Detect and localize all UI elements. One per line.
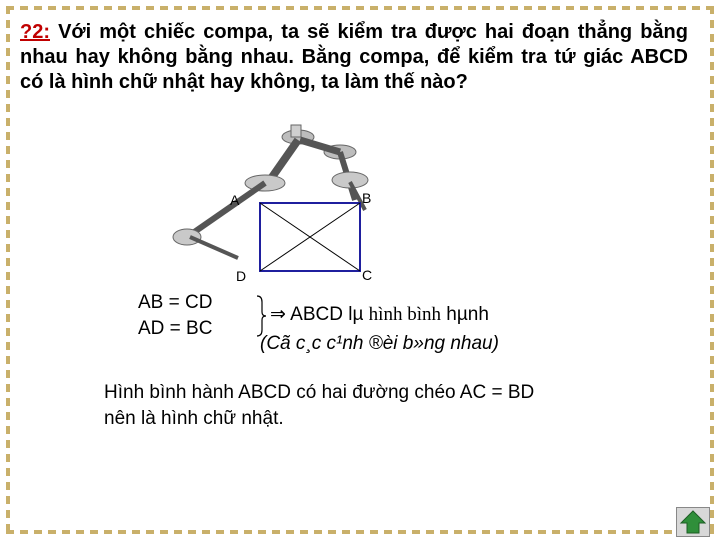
conclusion-part-a: ABCD lµ — [290, 304, 369, 325]
compass-diagram — [150, 120, 450, 290]
conclusion-line — [270, 303, 489, 326]
vertex-label-c: C — [362, 267, 373, 283]
answer-line-1: Hình bình hành ABCD có hai đường chéo AC = BD — [104, 382, 535, 403]
conclusion-part-c: hµnh — [440, 304, 489, 325]
vertex-label-b: B — [362, 190, 372, 206]
conclusion-note: (Cã c¸c c¹nh ®èi b»ng nhau) — [260, 333, 499, 354]
compass-figure — [150, 120, 450, 290]
question-body: Với một chiếc compa, ta sẽ kiểm tra được hai đoạn thẳng bằng nhau hay không bằng nhau. Bằng compa, để kiểm tra tứ giác ABCD có là hình chữ nhật hay không, ta làm thế nào? — [20, 21, 688, 93]
dashed-border-right — [710, 6, 714, 534]
answer-line-2: nên là hình chữ nhật. — [104, 408, 284, 429]
dashed-border-top — [6, 6, 714, 10]
home-arrow-icon — [677, 508, 709, 536]
equation-ad-bc: AD = BC — [138, 318, 213, 339]
question-label: ?2: — [20, 21, 50, 43]
equation-ab-cd: AB = CD — [138, 292, 213, 313]
conclusion-part-b: hình bình — [368, 304, 441, 325]
answer-text — [104, 380, 664, 432]
home-nav-button[interactable] — [676, 507, 710, 537]
implies-symbol: ⇒ — [270, 304, 286, 325]
vertex-label-a: A — [230, 192, 240, 208]
compass-icon — [173, 125, 368, 258]
dashed-border-bottom — [6, 530, 714, 534]
question-text — [20, 20, 688, 95]
equation-block — [138, 290, 212, 342]
vertex-label-d: D — [236, 268, 247, 284]
dashed-border-left — [6, 6, 10, 534]
